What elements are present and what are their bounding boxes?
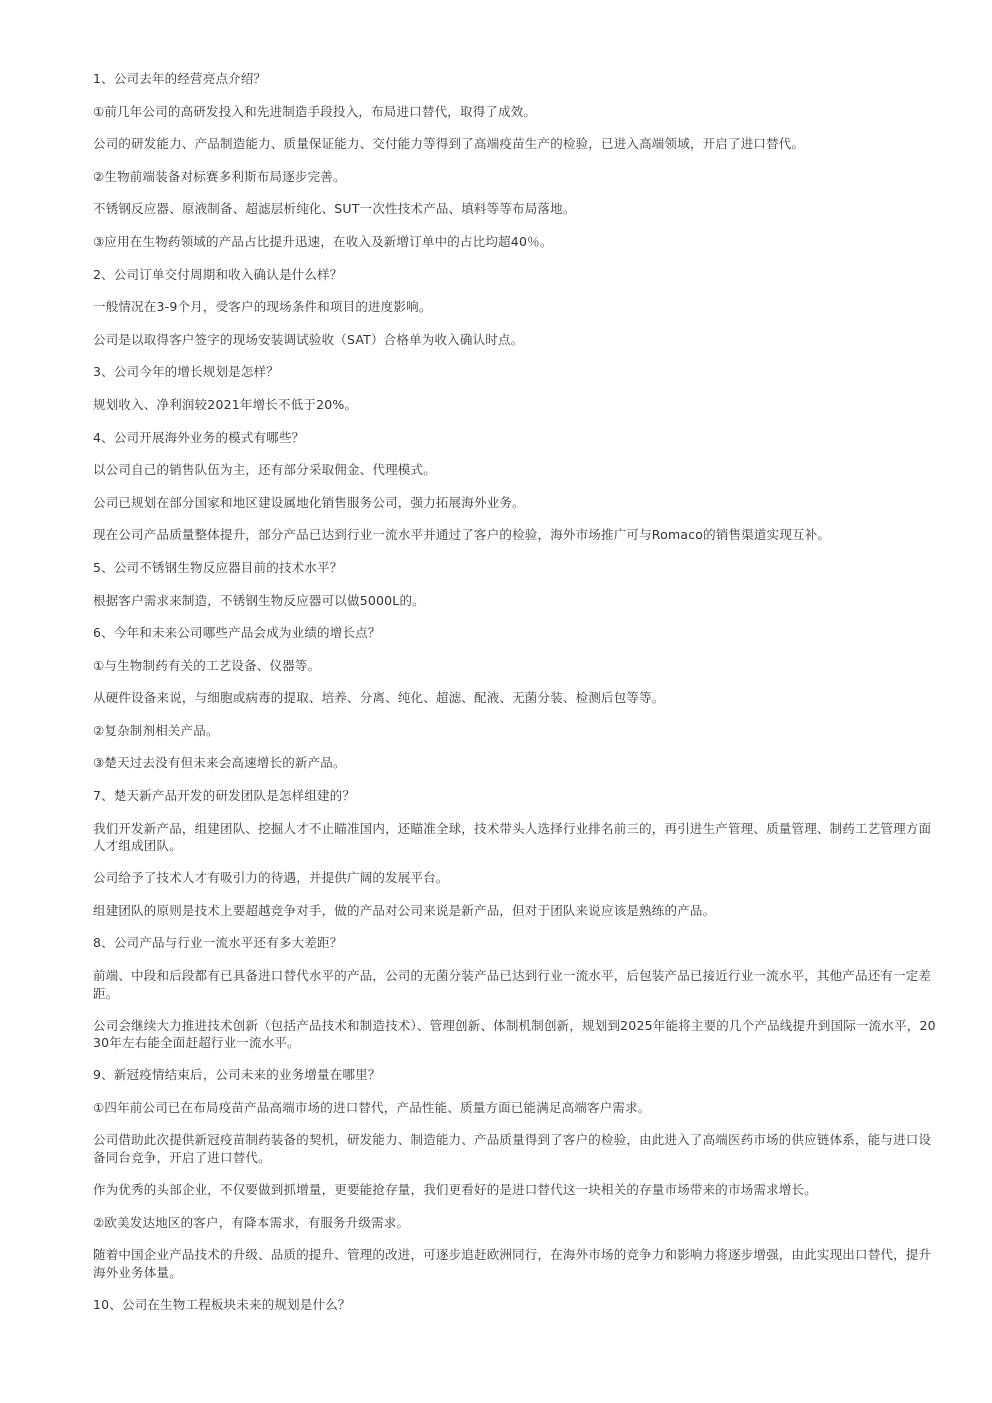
answer-paragraph: 前端、中段和后段都有已具备进口替代水平的产品，公司的无菌分装产品已达到行业一流水平，后包装产品已接近行业一流水平，其他产品还有一定差距。 xyxy=(93,968,932,1001)
answer-paragraph: ①与生物制药有关的工艺设备、仪器等。 xyxy=(93,657,321,673)
answer-paragraph: ③楚天过去没有但未来会高速增长的新产品。 xyxy=(93,755,346,771)
answer-paragraph: 作为优秀的头部企业，不仅要做到抓增量，更要能抢存量，我们更看好的是进口替代这一块相关的存量市场带来的市场需求增长。 xyxy=(93,1182,817,1197)
question-heading: 6、今年和未来公司哪些产品会成为业绩的增长点？ xyxy=(93,625,381,641)
answer-paragraph: 公司的研发能力、产品制造能力、质量保证能力、交付能力等得到了高端疫苗生产的检验，已进入高端领域，开启了进口替代。 xyxy=(93,136,805,152)
question-heading: 1、公司去年的经营亮点介绍？ xyxy=(93,71,267,86)
answer-paragraph: ③应用在生物药领域的产品占比提升迅速，在收入及新增订单中的占比均超40％。 xyxy=(93,233,553,249)
answer-paragraph: 组建团队的原则是技术上要超越竞争对手，做的产品对公司来说是新产品，但对于团队来说应该是熟练的产品。 xyxy=(93,902,716,918)
answer-paragraph: 规划收入、净利润较2021年增长不低于20%。 xyxy=(93,396,358,412)
question-heading: 2、公司订单交付周期和收入确认是什么样？ xyxy=(93,266,343,282)
answer-paragraph: 公司会继续大力推进技术创新（包括产品技术和制造技术）、管理创新、体制机制创新，规划到2025年能将主要的几个产品线提升到国际一流水平，2030年左右能全面赶超行业一流水平。 xyxy=(93,1017,936,1051)
question-heading: 8、公司产品与行业一流水平还有多大差距？ xyxy=(93,935,343,951)
document-body xyxy=(93,70,943,1314)
answer-paragraph: 不锈钢反应器、原液制备、超滤层析纯化、SUT一次性技术产品、填料等等布局落地。 xyxy=(93,201,576,217)
answer-paragraph: 公司给予了技术人才有吸引力的待遇，并提供广阔的发展平台。 xyxy=(93,870,449,886)
answer-paragraph: 公司借助此次提供新冠疫苗制药装备的契机，研发能力、制造能力、产品质量得到了客户的检验，由此进入了高端医药市场的供应链体系，能与进口设备同台竞争，开启了进口替代。 xyxy=(93,1132,932,1165)
question-heading: 10、公司在生物工程板块未来的规划是什么？ xyxy=(93,1296,351,1312)
answer-paragraph: ①前几年公司的高研发投入和先进制造手段投入，布局进口替代，取得了成效。 xyxy=(93,103,537,119)
answer-paragraph: ①四年前公司已在布局疫苗产品高端市场的进口替代，产品性能、质量方面已能满足高端客户需求。 xyxy=(93,1099,651,1115)
answer-paragraph: 现在公司产品质量整体提升，部分产品已达到行业一流水平并通过了客户的检验，海外市场推广可与Romaco的销售渠道实现互补。 xyxy=(93,527,831,543)
question-heading: 4、公司开展海外业务的模式有哪些？ xyxy=(93,429,305,445)
question-heading: 7、楚天新产品开发的研发团队是怎样组建的？ xyxy=(93,788,356,804)
answer-paragraph: 我们开发新产品，组建团队、挖掘人才不止瞄准国内，还瞄准全球，技术带头人选择行业排名前三的，再引进生产管理、质量管理、制药工艺管理方面人才组成团队。 xyxy=(93,820,932,854)
answer-paragraph: 以公司自己的销售队伍为主，还有部分采取佣金、代理模式。 xyxy=(93,462,436,478)
answer-paragraph: 公司是以取得客户签字的现场安装调试验收（SAT）合格单为收入确认时点。 xyxy=(93,331,524,347)
answer-paragraph: 根据客户需求来制造，不锈钢生物反应器可以做5000L的。 xyxy=(93,592,425,608)
answer-paragraph: 公司已规划在部分国家和地区建设属地化销售服务公司，强力拓展海外业务。 xyxy=(93,494,525,510)
answer-paragraph: ②生物前端装备对标赛多利斯布局逐步完善。 xyxy=(93,168,346,184)
answer-paragraph: 一般情况在3-9个月，受客户的现场条件和项目的进度影响。 xyxy=(93,299,432,315)
question-heading: 5、公司不锈钢生物反应器目前的技术水平？ xyxy=(93,559,343,575)
answer-paragraph: 随着中国企业产品技术的升级、品质的提升、管理的改进，可逐步追赶欧洲同行，在海外市场的竞争力和影响力将逐步增强，由此实现出口替代，提升海外业务体量。 xyxy=(93,1247,932,1280)
question-heading: 9、新冠疫情结束后，公司未来的业务增量在哪里？ xyxy=(93,1067,381,1083)
question-heading: 3、公司今年的增长规划是怎样？ xyxy=(93,364,279,380)
answer-paragraph: ②复杂制剂相关产品。 xyxy=(93,722,219,738)
answer-paragraph: ②欧美发达地区的客户，有降本需求，有服务升级需求。 xyxy=(93,1214,410,1230)
answer-paragraph: 从硬件设备来说，与细胞或病毒的提取、培养、分离、纯化、超滤、配液、无菌分装、检测后包等等。 xyxy=(93,690,665,706)
